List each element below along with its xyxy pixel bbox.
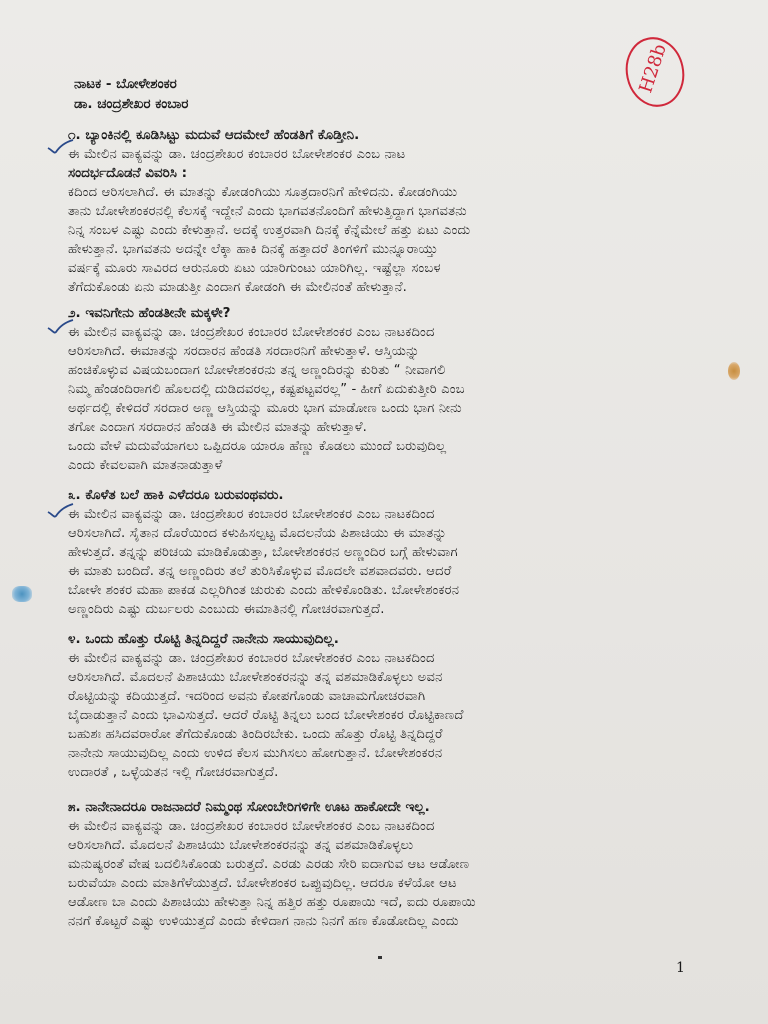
answer-line: ಈ ಮೇಲಿನ ವಾಕ್ಯವನ್ನು ಡಾ. ಚಂದ್ರಶೇಖರ ಕಂಬಾರರ ಬೋಳೇಶಂಕರ ಎಂಬ ನಾಟಕದಿಂದ bbox=[68, 819, 435, 834]
answer-line: ಎಂದು ಕೇವಲವಾಗಿ ಮಾತನಾಡುತ್ತಾಳೆ bbox=[68, 458, 223, 473]
answer-line: ತಾನು ಬೋಳೇಶಂಕರನಲ್ಲಿ ಕೆಲಸಕ್ಕೆ ಇದ್ದೇನೆ ಎಂದು ಭಾಗವತನೊಂದಿಗೆ ಹೇಳುತ್ತಿದ್ದಾಗ ಭಾಗವತನು bbox=[68, 204, 467, 219]
answer-line: ನನಗೆ ಕೊಟ್ಟರೆ ಎಷ್ಟು ಉಳಿಯುತ್ತದೆ ಎಂದು ಕೇಳಿದಾಗ ನಾನು ನಿನಗೆ ಹಣ ಕೊಡೋದಿಲ್ಲ ಎಂದು bbox=[68, 914, 459, 929]
answer-line: ಹಂಚಿಕೊಳ್ಳುವ ವಿಷಯಬಂದಾಗ ಬೋಳೇಶಂಕರನು ತನ್ನ ಅಣ್ಣಂದಿರನ್ನು ಕುರಿತು “ ನೀವಾಗಲಿ bbox=[68, 363, 446, 378]
checkmark-icon bbox=[46, 502, 74, 520]
answer-line: ಹೇಳುತ್ತದೆ. ತನ್ನನ್ನು ಪರಿಚಯ ಮಾಡಿಕೊಡುತ್ತಾ, ಬೋಳೇಶಂಕರನ ಅಣ್ಣಂದಿರ ಬಗ್ಗೆ ಹೇಳುವಾಗ bbox=[68, 545, 458, 560]
checkmark-icon bbox=[46, 138, 74, 156]
answer-line: ಕದಿಂದ ಆರಿಸಲಾಗಿದೆ. ಈ ಮಾತನ್ನು ಕೋಡಂಗಿಯು ಸೂತ್ರದಾರನಿಗೆ ಹೇಳಿದನು. ಕೋಡಂಗಿಯು bbox=[68, 185, 458, 200]
ink-dot bbox=[378, 956, 382, 959]
answer-line: ಈ ಮಾತು ಬಂದಿದೆ. ತನ್ನ ಅಣ್ಣಂದಿರು ತಲೆ ತುರಿಸಿಕೊಳ್ಳುವ ಮೊದಲೇ ವಶವಾದವರು. ಆದರೆ bbox=[68, 564, 452, 579]
answer-line: ತಗೋ ಎಂದಾಗ ಸರದಾರನ ಹೆಂಡತಿ ಈ ಮೇಲಿನ ಮಾತನ್ನು ಹೇಳುತ್ತಾಳೆ. bbox=[68, 420, 367, 435]
answer-line: ಬೈದಾಡುತ್ತಾನೆ ಎಂದು ಭಾವಿಸುತ್ತದೆ. ಆದರೆ ರೊಟ್ಟಿ ತಿನ್ನಲು ಬಂದ ಬೋಳೇಶಂಕರ ರೊಟ್ಟಿಕಾಣದೆ bbox=[68, 708, 464, 723]
paper-stain bbox=[728, 362, 740, 380]
handwritten-stamp bbox=[622, 34, 688, 110]
answer-subheading: ಸಂದರ್ಭದೊಡನೆ ವಿವರಿಸಿ : bbox=[68, 165, 188, 181]
answer-line: ಬರುವೆಯಾ ಎಂದು ಮಾತಿಗೆಳೆಯುತ್ತದೆ. ಬೋಳೇಶಂಕರ ಒಪ್ಪುವುದಿಲ್ಲ. ಆದರೂ ಕಳೆಯೋ ಆಟ bbox=[68, 876, 457, 891]
document-header bbox=[74, 74, 188, 114]
answer-line: ರೊಟ್ಟಿಯನ್ನು ಕದಿಯುತ್ತದೆ. ಇದರಿಂದ ಅವನು ಕೋಪಗೊಂಡು ವಾಚಾಮಗೋಚರವಾಗಿ bbox=[68, 689, 426, 704]
stamp-text: H28b bbox=[635, 41, 671, 96]
answer-line: ಈ ಮೇಲಿನ ವಾಕ್ಯವನ್ನು ಡಾ. ಚಂದ್ರಶೇಖರ ಕಂಬಾರರ ಬೋಳೇಶಂಕರ ಎಂಬ ನಾಟಕದಿಂದ bbox=[68, 651, 435, 666]
header-author: ಡಾ. ಚಂದ್ರಶೇಖರ ಕಂಬಾರ bbox=[74, 96, 189, 112]
page-number: 1 bbox=[676, 960, 685, 976]
answer-line: ಹೇಳುತ್ತಾನೆ. ಭಾಗವತನು ಅದನ್ನೇ ಲೆಕ್ಕಾ ಹಾಕಿ ದಿನಕ್ಕೆ ಹತ್ತಾದರೆ ತಿಂಗಳಿಗೆ ಮುನ್ನೂರಾಯ್ತು bbox=[68, 242, 439, 257]
answer-line: ಈ ಮೇಲಿನ ವಾಕ್ಯವನ್ನು ಡಾ. ಚಂದ್ರಶೇಖರ ಕಂಬಾರರ ಬೋಳೇಶಂಕರ ಎಂಬ ನಾಟಕದಿಂದ bbox=[68, 507, 435, 522]
section-3 bbox=[68, 486, 688, 619]
answer-line: ಆಡೋಣ ಬಾ ಎಂದು ಪಿಶಾಚಿಯು ಹೇಳುತ್ತಾ ನಿನ್ನ ಹತ್ತಿರ ಹತ್ತು ರೂಪಾಯಿ ಇದೆ, ಐದು ರೂಪಾಯಿ bbox=[68, 895, 476, 910]
answer-line: ಅಣ್ಣಂದಿರು ಎಷ್ಟು ದುರ್ಬಲರು ಎಂಬುದು ಈಮಾತಿನಲ್ಲಿ ಗೋಚರವಾಗುತ್ತದೆ. bbox=[68, 602, 385, 617]
answer-line: ಬಹುಶಃ ಹಸಿದವರಾರೋ ತೆಗೆದುಕೊಂಡು ತಿಂದಿರಬೇಕು. ಒಂದು ಹೊತ್ತು ರೊಟ್ಟಿ ತಿನ್ನದಿದ್ದರೆ bbox=[68, 727, 443, 742]
answer-line: ಆರಿಸಲಾಗಿದೆ. ಮೊದಲನೆ ಪಿಶಾಚಿಯು ಬೋಳೇಶಂಕರನನ್ನು ತನ್ನ ವಶಮಾಡಿಕೊಳ್ಳಲು bbox=[68, 838, 414, 853]
section-1 bbox=[68, 126, 688, 297]
answer-line: ನಿನ್ನ ಸಂಬಳ ಎಷ್ಟು ಎಂದು ಕೇಳುತ್ತಾನೆ. ಅದಕ್ಕೆ ಉತ್ತರವಾಗಿ ದಿನಕ್ಕೆ ಕೆನ್ನೆಮೇಲೆ ಹತ್ತು ಏಟು ಎಂದು bbox=[68, 223, 471, 238]
header-title: ನಾಟಕ - ಬೋಳೇಶಂಕರ bbox=[74, 76, 177, 92]
answer-line: ಅರ್ಥದಲ್ಲಿ ಕೇಳಿದರೆ ಸರದಾರ ಅಣ್ಣ ಆಸ್ತಿಯನ್ನು ಮೂರು ಭಾಗ ಮಾಡೋಣ ಒಂದು ಭಾಗ ನೀನು bbox=[68, 401, 462, 416]
answer-line: ನಾನೇನು ಸಾಯುವುದಿಲ್ಲ ಎಂದು ಉಳಿದ ಕೆಲಸ ಮುಗಿಸಲು ಹೋಗುತ್ತಾನೆ. ಬೋಳೇಶಂಕರನ bbox=[68, 746, 443, 761]
section-5 bbox=[68, 798, 688, 931]
section-2 bbox=[68, 304, 688, 475]
answer-line: ಆರಿಸಲಾಗಿದೆ. ಮೊದಲನೆ ಪಿಶಾಚಿಯು ಬೋಳೇಶಂಕರನನ್ನು ತನ್ನ ವಶಮಾಡಿಕೊಳ್ಳಲು ಅವನ bbox=[68, 670, 443, 685]
answer-line: ಒಂದು ವೇಳೆ ಮದುವೆಯಾಗಲು ಒಪ್ಪಿದರೂ ಯಾರೂ ಹೆಣ್ಣು ಕೊಡಲು ಮುಂದೆ ಬರುವುದಿಲ್ಲ bbox=[68, 439, 447, 454]
checkmark-icon bbox=[46, 318, 74, 336]
answer-line: ಆರಿಸಲಾಗಿದೆ. ಸೈತಾನ ದೊರೆಯಿಂದ ಕಳುಹಿಸಲ್ಪಟ್ಟ ಮೊದಲನೆಯ ಪಿಶಾಚಿಯು ಈ ಮಾತನ್ನು bbox=[68, 526, 447, 541]
answer-line: ಉದಾರತೆ , ಒಳ್ಳೆಯತನ ಇಲ್ಲಿ ಗೋಚರವಾಗುತ್ತದೆ. bbox=[68, 765, 279, 780]
question-2: ೨. ಇವನಿಗೇನು ಹೆಂಡತೀನೇ ಮಕ್ಕಳೇ? bbox=[68, 305, 231, 321]
answer-line: ಬೋಳೇ ಶಂಕರ ಮಹಾ ಪಾಕಡ ಎಲ್ಲರಿಗಿಂತ ಚುರುಕು ಎಂದು ಹೇಳಿಕೊಂಡಿತು. ಬೋಳೇಶಂಕರನ bbox=[68, 583, 460, 598]
answer-line: ನಿಮ್ಮ ಹೆಂಡಂದಿರಾಗಲಿ ಹೊಲದಲ್ಲಿ ದುಡಿದವರಲ್ಲ, ಕಷ್ಟಪಟ್ಟವರಲ್ಲ” - ಹೀಗೆ ಏದುಕುತ್ತೀರಿ ಎಂಬ bbox=[68, 382, 465, 397]
answer-line: ಈ ಮೇಲಿನ ವಾಕ್ಯವನ್ನು ಡಾ. ಚಂದ್ರಶೇಖರ ಕಂಬಾರರ ಬೋಳೇಶಂಕರ ಎಂಬ ನಾಟ bbox=[68, 147, 406, 162]
question-1: ೧. ಬ್ಯಾಂಕಿನಲ್ಲಿ ಕೂಡಿಸಿಟ್ಟು ಮದುವೆ ಆದಮೇಲೆ ಹೆಂಡತಿಗೆ ಕೊಡ್ತೀನಿ. bbox=[68, 127, 360, 143]
ink-stain bbox=[12, 586, 32, 602]
answer-line: ಮನುಷ್ಯರಂತೆ ವೇಷ ಬದಲಿಸಿಕೊಂಡು ಬರುತ್ತದೆ. ಎರಡು ಎರಡು ಸೇರಿ ಐದಾಗುವ ಆಟ ಆಡೋಣ bbox=[68, 857, 470, 872]
question-4: ೪. ಒಂದು ಹೊತ್ತು ರೊಟ್ಟಿ ತಿನ್ನದಿದ್ದರೆ ನಾನೇನು ಸಾಯುವುದಿಲ್ಲ. bbox=[68, 631, 339, 647]
answer-line: ಆರಿಸಲಾಗಿದೆ. ಈಮಾತನ್ನು ಸರದಾರನ ಹೆಂಡತಿ ಸರದಾರನಿಗೆ ಹೇಳುತ್ತಾಳೆ. ಆಸ್ತಿಯನ್ನು bbox=[68, 344, 420, 359]
question-5: ೫. ನಾನೇನಾದರೂ ರಾಜನಾದರೆ ನಿಮ್ಮಂಥ ಸೋಂಬೇರಿಗಳಿಗೇ ಊಟ ಹಾಕೋದೇ ಇಲ್ಲ. bbox=[68, 799, 430, 815]
answer-line: ಈ ಮೇಲಿನ ವಾಕ್ಯವನ್ನು ಡಾ. ಚಂದ್ರಶೇಖರ ಕಂಬಾರರ ಬೋಳೇಶಂಕರ ಎಂಬ ನಾಟಕದಿಂದ bbox=[68, 325, 435, 340]
answer-line: ತೆಗೆದುಕೊಂಡು ಏನು ಮಾಡುತ್ತೀ ಎಂದಾಗ ಕೋಡಂಗಿ ಈ ಮೇಲಿನಂತೆ ಹೇಳುತ್ತಾನೆ. bbox=[68, 280, 408, 295]
question-3: ೩. ಕೊಳೆತ ಬಲೆ ಹಾಕಿ ಎಳೆದರೂ ಬರುವಂಥವರು. bbox=[68, 487, 284, 503]
answer-line: ವರ್ಷಕ್ಕೆ ಮೂರು ಸಾವಿರದ ಆರುನೂರು ಏಟು ಯಾರಿಗುಂಟು ಯಾರಿಗಿಲ್ಲ. ಇಷ್ಟೆಲ್ಲಾ ಸಂಬಳ bbox=[68, 261, 441, 276]
section-4 bbox=[68, 630, 688, 782]
